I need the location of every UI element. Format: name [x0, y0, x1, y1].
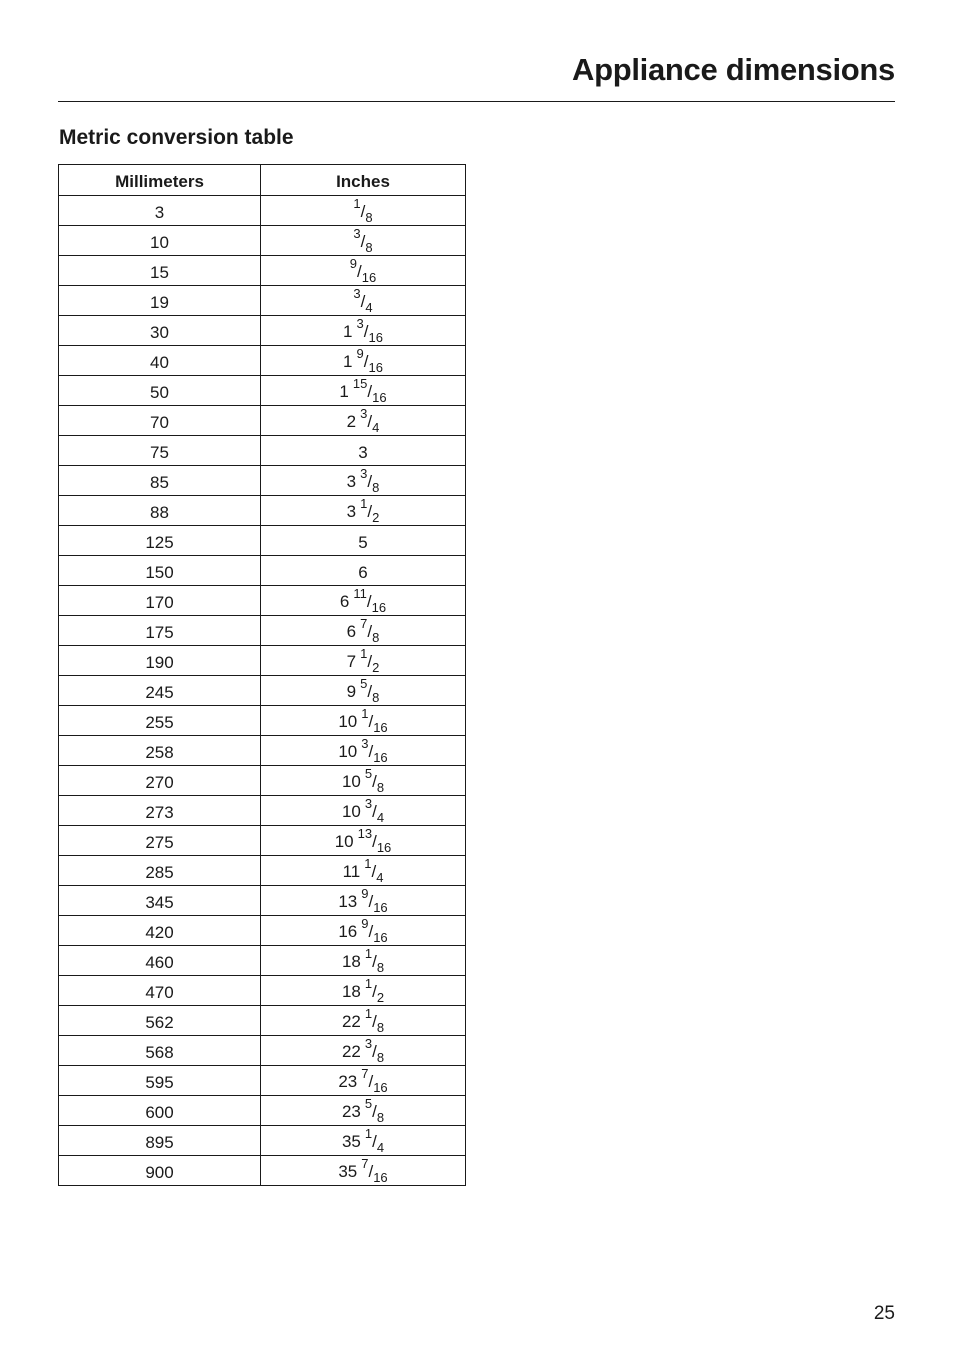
- fraction-slash: /: [367, 472, 373, 491]
- table-row: [59, 946, 466, 976]
- inches-whole: 18: [341, 952, 361, 971]
- fraction-slash: /: [368, 922, 374, 941]
- fraction-denominator: 16: [368, 360, 383, 375]
- fraction-numerator: 9: [361, 886, 369, 901]
- inches-cell: [261, 466, 466, 496]
- inches-cell: [261, 1036, 466, 1066]
- fraction-slash: /: [368, 742, 374, 761]
- fraction-denominator: 8: [365, 210, 373, 225]
- millimeters-cell: 273: [59, 796, 261, 826]
- fraction-slash: /: [360, 232, 366, 251]
- inches-whole: 10: [334, 832, 354, 851]
- page-number: 25: [873, 1303, 895, 1324]
- inches-whole: 11: [342, 862, 361, 881]
- table-row: [59, 1036, 466, 1066]
- section-title: Metric conversion table: [59, 126, 294, 149]
- table-row: [59, 256, 466, 286]
- table-row: [59, 766, 466, 796]
- inches-whole: 23: [341, 1102, 361, 1121]
- fraction-numerator: 5: [360, 676, 368, 691]
- millimeters-cell: 562: [59, 1006, 261, 1036]
- millimeters-cell: 70: [59, 406, 261, 436]
- fraction-numerator: 9: [349, 256, 358, 271]
- fraction-numerator: 1: [360, 496, 368, 511]
- inches-whole: 1: [343, 322, 353, 341]
- table-body: [59, 196, 466, 1186]
- table-row: [59, 466, 466, 496]
- table-row: [59, 886, 466, 916]
- fraction-denominator: 16: [371, 600, 387, 615]
- millimeters-cell: 470: [59, 976, 261, 1006]
- inches-whole: 1: [339, 382, 349, 401]
- fraction-numerator: 1: [353, 196, 361, 211]
- fraction-slash: /: [363, 322, 369, 341]
- inches-cell: [261, 646, 466, 676]
- fraction-denominator: 8: [376, 960, 385, 975]
- millimeters-cell: 270: [59, 766, 261, 796]
- fraction-denominator: 4: [372, 420, 380, 435]
- inches-cell: [261, 796, 466, 826]
- fraction-numerator: 1: [364, 976, 373, 991]
- inches-cell: [261, 826, 466, 856]
- fraction-numerator: 3: [360, 466, 368, 481]
- conversion-table: [58, 164, 466, 1186]
- millimeters-cell: 85: [59, 466, 261, 496]
- inches-whole: 7: [346, 652, 357, 671]
- fraction-slash: /: [372, 1012, 377, 1031]
- inches-cell: [261, 1066, 466, 1096]
- inches-whole: 10: [338, 742, 358, 761]
- fraction-denominator: 4: [365, 300, 373, 315]
- fraction-numerator: 1: [364, 946, 373, 961]
- millimeters-cell: 568: [59, 1036, 261, 1066]
- inches-whole: 2: [346, 412, 357, 431]
- inches-cell: [261, 256, 466, 286]
- inches-cell: [261, 1156, 466, 1186]
- table-row: [59, 796, 466, 826]
- fraction-numerator: 7: [361, 1066, 369, 1081]
- inches-whole: 35: [338, 1162, 358, 1181]
- fraction-denominator: 2: [372, 510, 380, 525]
- page-title: Appliance dimensions: [571, 52, 895, 87]
- millimeters-cell: 595: [59, 1066, 261, 1096]
- table-row: [59, 286, 466, 316]
- fraction-numerator: 1: [364, 856, 372, 871]
- millimeters-cell: 258: [59, 736, 261, 766]
- fraction-denominator: 8: [376, 1050, 385, 1065]
- millimeters-cell: 190: [59, 646, 261, 676]
- table-row: [59, 556, 466, 586]
- inches-whole: 18: [341, 982, 361, 1001]
- table-row: [59, 676, 466, 706]
- fraction-slash: /: [367, 622, 373, 641]
- inches-cell: [261, 196, 466, 226]
- fraction-slash: /: [372, 1132, 377, 1151]
- inches-whole: 3: [358, 442, 368, 462]
- fraction-slash: /: [366, 592, 372, 611]
- table-row: [59, 196, 466, 226]
- inches-cell: [261, 556, 466, 586]
- column-header-millimeters: Millimeters: [59, 165, 261, 196]
- table-row: [59, 226, 466, 256]
- inches-whole: 1: [343, 352, 353, 371]
- inches-whole: 22: [341, 1012, 361, 1031]
- table-row: [59, 1066, 466, 1096]
- fraction-numerator: 3: [353, 226, 361, 241]
- fraction-denominator: 8: [376, 780, 385, 795]
- inches-whole: 3: [346, 472, 357, 491]
- millimeters-cell: 600: [59, 1096, 261, 1126]
- fraction-numerator: 3: [361, 736, 369, 751]
- inches-cell: [261, 226, 466, 256]
- inches-cell: [261, 856, 466, 886]
- table-row: [59, 436, 466, 466]
- inches-whole: 16: [338, 922, 358, 941]
- inches-whole: 10: [338, 712, 358, 731]
- fraction-denominator: 16: [373, 1080, 388, 1095]
- fraction-denominator: 16: [373, 750, 388, 765]
- millimeters-cell: 895: [59, 1126, 261, 1156]
- fraction-slash: /: [372, 982, 377, 1001]
- millimeters-cell: 19: [59, 286, 261, 316]
- millimeters-cell: 40: [59, 346, 261, 376]
- table-row: [59, 916, 466, 946]
- table-row: [59, 526, 466, 556]
- inches-whole: 6: [358, 562, 368, 582]
- fraction-denominator: 4: [376, 870, 384, 885]
- inches-cell: [261, 346, 466, 376]
- fraction-slash: /: [372, 802, 377, 821]
- inches-cell: [261, 736, 466, 766]
- millimeters-cell: 15: [59, 256, 261, 286]
- millimeters-cell: 175: [59, 616, 261, 646]
- fraction-slash: /: [360, 292, 366, 311]
- inches-cell: [261, 676, 466, 706]
- inches-cell: [261, 766, 466, 796]
- table-row: [59, 346, 466, 376]
- millimeters-cell: 150: [59, 556, 261, 586]
- inches-cell: [261, 1126, 466, 1156]
- inches-cell: [261, 436, 466, 466]
- millimeters-cell: 245: [59, 676, 261, 706]
- fraction-denominator: 16: [368, 330, 383, 345]
- table-row: [59, 376, 466, 406]
- fraction-numerator: 5: [364, 766, 373, 781]
- fraction-denominator: 4: [376, 810, 385, 825]
- inches-whole: 6: [346, 622, 357, 641]
- table-row: [59, 856, 466, 886]
- inches-cell: [261, 406, 466, 436]
- inches-cell: [261, 1006, 466, 1036]
- inches-whole: 6: [339, 592, 350, 611]
- inches-cell: [261, 286, 466, 316]
- inches-whole: 9: [346, 682, 357, 701]
- fraction-slash: /: [360, 202, 366, 221]
- table-row: [59, 496, 466, 526]
- header-rule: [58, 101, 895, 102]
- fraction-numerator: 3: [364, 1036, 373, 1051]
- table-row: [59, 646, 466, 676]
- inches-cell: [261, 526, 466, 556]
- inches-whole: 23: [338, 1072, 358, 1091]
- fraction-slash: /: [357, 262, 362, 281]
- fraction-slash: /: [372, 952, 377, 971]
- fraction-slash: /: [372, 772, 377, 791]
- fraction-numerator: 15: [352, 376, 368, 391]
- inches-cell: [261, 976, 466, 1006]
- millimeters-cell: 75: [59, 436, 261, 466]
- millimeters-cell: 30: [59, 316, 261, 346]
- fraction-denominator: 16: [373, 1170, 388, 1185]
- table-row: [59, 1156, 466, 1186]
- inches-whole: 13: [338, 892, 358, 911]
- millimeters-cell: 88: [59, 496, 261, 526]
- fraction-numerator: 13: [357, 826, 373, 841]
- fraction-denominator: 16: [373, 900, 388, 915]
- fraction-denominator: 8: [376, 1110, 385, 1125]
- inches-cell: [261, 886, 466, 916]
- table-row: [59, 616, 466, 646]
- millimeters-cell: 170: [59, 586, 261, 616]
- fraction-slash: /: [367, 682, 373, 701]
- fraction-numerator: 9: [356, 346, 364, 361]
- millimeters-cell: 460: [59, 946, 261, 976]
- fraction-slash: /: [368, 712, 374, 731]
- inches-whole: 3: [346, 502, 357, 521]
- table-row: [59, 586, 466, 616]
- fraction-slash: /: [367, 382, 373, 401]
- fraction-denominator: 16: [361, 270, 377, 285]
- fraction-denominator: 16: [376, 840, 392, 855]
- inches-cell: [261, 586, 466, 616]
- inches-cell: [261, 316, 466, 346]
- millimeters-cell: 345: [59, 886, 261, 916]
- inches-cell: [261, 916, 466, 946]
- fraction-denominator: 16: [373, 720, 388, 735]
- millimeters-cell: 50: [59, 376, 261, 406]
- inches-cell: [261, 706, 466, 736]
- table-row: [59, 826, 466, 856]
- table-header-row: [59, 165, 466, 196]
- table-row: [59, 316, 466, 346]
- fraction-numerator: 9: [361, 916, 369, 931]
- fraction-slash: /: [372, 1102, 377, 1121]
- fraction-slash: /: [371, 862, 377, 881]
- fraction-slash: /: [368, 892, 374, 911]
- fraction-numerator: 7: [361, 1156, 369, 1171]
- fraction-numerator: 7: [360, 616, 368, 631]
- table-row: [59, 976, 466, 1006]
- fraction-numerator: 1: [364, 1126, 373, 1141]
- inches-whole: 10: [341, 772, 361, 791]
- fraction-slash: /: [363, 352, 369, 371]
- inches-cell: [261, 946, 466, 976]
- millimeters-cell: 420: [59, 916, 261, 946]
- fraction-slash: /: [368, 1072, 374, 1091]
- fraction-denominator: 8: [372, 630, 380, 645]
- fraction-numerator: 1: [360, 646, 368, 661]
- inches-whole: 5: [358, 532, 368, 552]
- fraction-numerator: 5: [364, 1096, 373, 1111]
- table-row: [59, 1096, 466, 1126]
- fraction-numerator: 1: [364, 1006, 373, 1021]
- inches-whole: 10: [341, 802, 361, 821]
- fraction-numerator: 3: [356, 316, 364, 331]
- millimeters-cell: 285: [59, 856, 261, 886]
- inches-cell: [261, 1096, 466, 1126]
- fraction-denominator: 4: [376, 1140, 385, 1155]
- column-header-inches: Inches: [261, 165, 466, 196]
- inches-cell: [261, 376, 466, 406]
- fraction-slash: /: [367, 412, 373, 431]
- millimeters-cell: 125: [59, 526, 261, 556]
- fraction-numerator: 3: [360, 406, 368, 421]
- fraction-slash: /: [368, 1162, 374, 1181]
- millimeters-cell: 255: [59, 706, 261, 736]
- fraction-denominator: 8: [365, 240, 373, 255]
- fraction-denominator: 8: [376, 1020, 385, 1035]
- millimeters-cell: 3: [59, 196, 261, 226]
- millimeters-cell: 10: [59, 226, 261, 256]
- fraction-denominator: 8: [372, 690, 380, 705]
- fraction-slash: /: [367, 652, 373, 671]
- table-row: [59, 736, 466, 766]
- fraction-numerator: 11: [353, 586, 367, 601]
- fraction-denominator: 8: [372, 480, 380, 495]
- fraction-numerator: 3: [364, 796, 373, 811]
- table-row: [59, 1126, 466, 1156]
- fraction-denominator: 16: [372, 390, 387, 405]
- millimeters-cell: 900: [59, 1156, 261, 1186]
- fraction-slash: /: [367, 502, 373, 521]
- table-row: [59, 706, 466, 736]
- table-row: [59, 406, 466, 436]
- fraction-slash: /: [372, 1042, 377, 1061]
- inches-cell: [261, 616, 466, 646]
- fraction-numerator: 3: [353, 286, 361, 301]
- inches-whole: 35: [341, 1132, 361, 1151]
- inches-cell: [261, 496, 466, 526]
- fraction-denominator: 2: [376, 990, 385, 1005]
- fraction-numerator: 1: [361, 706, 369, 721]
- fraction-denominator: 16: [373, 930, 388, 945]
- inches-whole: 22: [341, 1042, 361, 1061]
- table-row: [59, 1006, 466, 1036]
- fraction-denominator: 2: [372, 660, 380, 675]
- fraction-slash: /: [372, 832, 377, 851]
- millimeters-cell: 275: [59, 826, 261, 856]
